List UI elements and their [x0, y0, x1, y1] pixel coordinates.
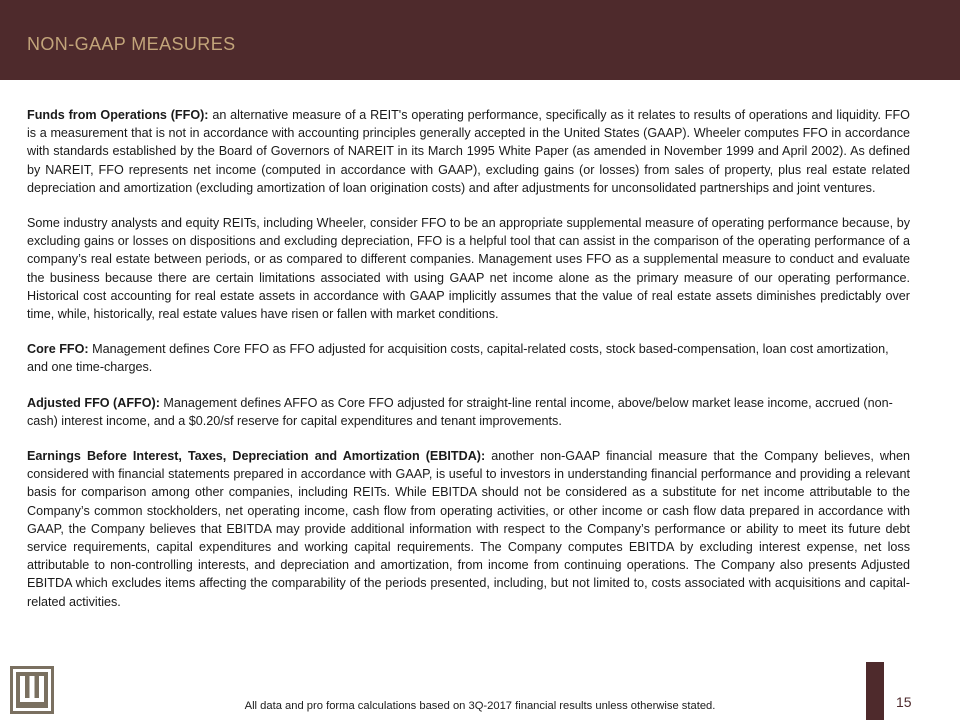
paragraph-affo	[27, 394, 910, 430]
header-bar	[0, 0, 960, 80]
definition-ffo: an alternative measure of a REIT's operating performance, specifically as it relates to results of operations and liquidity. FFO is a measurement that is not in accordance with accounting principles generally accepted in the United States (GAAP). Wheeler computes FFO in accordance with standards established by the Board of Governors of NAREIT in its March 1995 White Paper (as amended in November 1999 and April 2002). As defined by NAREIT, FFO represents net income (computed in accordance with GAAP), excluding gains (or losses) from sales of property, plus real estate related depreciation and amortization (excluding amortization of loan origination costs) and after adjustments for unconsolidated partnerships and joint ventures.	[27, 108, 910, 195]
term-affo: Adjusted FFO (AFFO):	[27, 395, 160, 410]
paragraph-ffo-rationale	[27, 214, 910, 323]
text-ffo-rationale: Some industry analysts and equity REITs, including Wheeler, consider FFO to be an appropriate supplemental measure of operating performance because, by excluding gains or losses on dispositions and excluding depreciation, FFO is a helpful tool that can assist in the comparison of the operating performance of a company’s real estate between periods, or as compared to different companies. Management uses FFO as a supplemental measure to conduct and evaluate the business because there are certain limitations associated with using GAAP net income alone as the primary measure of our operating performance. Historical cost accounting for real estate assets in accordance with GAAP implicitly assumes that the value of real estate assets diminishes predictably over time, while, historically, real estate values have risen or fallen with market conditions.	[27, 216, 910, 322]
term-ffo: Funds from Operations (FFO):	[27, 108, 209, 122]
definition-affo: Management defines AFFO as Core FFO adjusted for straight-line rental income, above/below market lease income, accrued (non-cash) interest income, and a $0.20/sf reserve for capital expenditures and tenant improvements.	[27, 395, 893, 428]
paragraph-ffo	[27, 106, 910, 197]
page-number-bar	[866, 662, 884, 720]
paragraph-core-ffo	[27, 340, 910, 376]
definition-core-ffo: Management defines Core FFO as FFO adjusted for acquisition costs, capital-related costs, stock based-compensation, loan cost amortization, and one time-charges.	[27, 342, 889, 375]
page-title: NON-GAAP MEASURES	[27, 34, 236, 54]
paragraph-ebitda	[27, 447, 910, 611]
definition-ebitda: another non-GAAP financial measure that the Company believes, when considered with financial statements prepared in accordance with GAAP, is useful to investors in understanding financial performance and providing a relevant basis for comparison among other companies, including REITs. While EBITDA should not be considered as a substitute for net income attributable to the Company’s common stockholders, net operating income, cash flow from operating activities, or other income or cash flow data prepared in accordance with GAAP, the Company believes that EBITDA may provide additional information with respect to the Company’s performance or ability to meet its future debt service requirements, capital expenditures and working capital requirements. The Company computes EBITDA by excluding interest expense, net loss attributable to non-controlling interests, and depreciation and amortization, from income from continuing operations. The Company also presents Adjusted EBITDA which excludes items affecting the comparability of the periods presented, including, but not limited to, costs associated with acquisitions and capital-related activities.	[27, 449, 911, 609]
page-number: 15	[896, 694, 912, 710]
content-body	[27, 106, 910, 628]
footnote: All data and pro forma calculations based on 3Q-2017 financial results unless otherwise stated.	[244, 700, 716, 712]
term-ebitda: Earnings Before Interest, Taxes, Depreciation and Amortization (EBITDA):	[27, 449, 486, 464]
term-core-ffo: Core FFO:	[27, 342, 89, 357]
